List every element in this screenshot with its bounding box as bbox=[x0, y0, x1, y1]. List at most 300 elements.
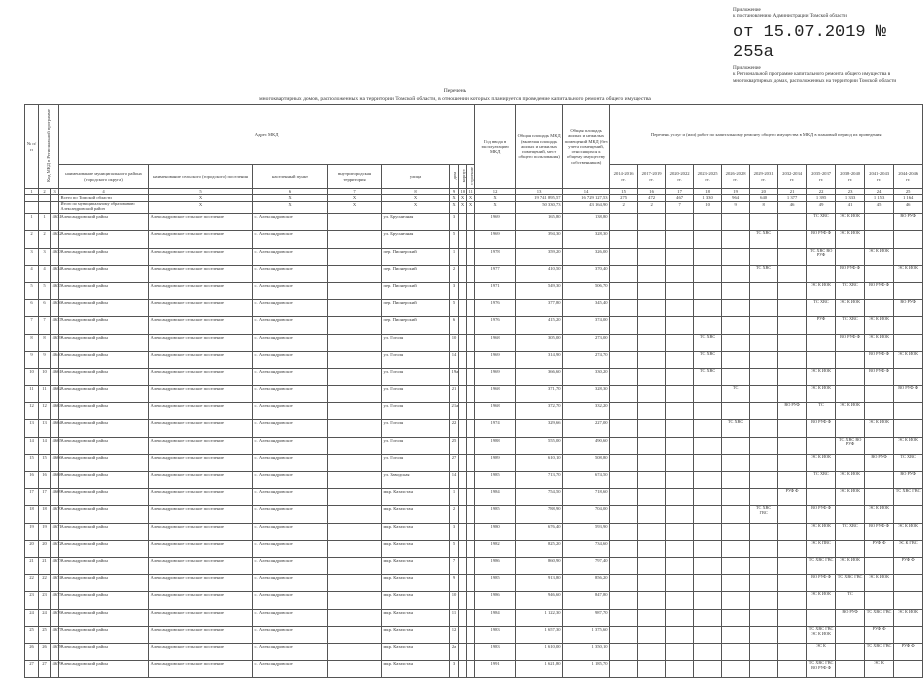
cell-district: Александровский район bbox=[59, 643, 149, 660]
cell-works bbox=[638, 540, 666, 557]
cell-works bbox=[610, 540, 638, 557]
row-index: 26 bbox=[39, 643, 51, 660]
header-period: 2029-2031 гг. bbox=[750, 165, 778, 189]
cell-house: 12 bbox=[450, 626, 459, 643]
cell-korpus bbox=[459, 609, 467, 626]
cell-works bbox=[778, 661, 807, 678]
cell-year: 1985 bbox=[475, 575, 516, 592]
cell-area-living: 674,50 bbox=[563, 472, 610, 489]
cell-locality: с. Александровское bbox=[253, 282, 328, 299]
cell-street: ул. Гоголя bbox=[382, 386, 450, 403]
cell-works bbox=[778, 454, 807, 471]
cell-works bbox=[722, 643, 750, 660]
cell-works bbox=[722, 403, 750, 420]
cell-area-living: 1 375,60 bbox=[563, 626, 610, 643]
cell-works bbox=[836, 351, 865, 368]
cell-area-total: 305,00 bbox=[516, 334, 563, 351]
table-row bbox=[25, 300, 923, 317]
table-row bbox=[25, 626, 923, 643]
cell-territory bbox=[328, 386, 382, 403]
row-code: 4665 bbox=[51, 437, 59, 454]
cell-works: ЭС К ИОК bbox=[807, 368, 836, 385]
cell-works: ЭС К ИОК bbox=[865, 334, 894, 351]
row-code: 4661 bbox=[51, 368, 59, 385]
cell-house: 9 bbox=[450, 575, 459, 592]
column-number: 2 bbox=[39, 189, 51, 195]
cell-locality: с. Александровское bbox=[253, 300, 328, 317]
cell-works bbox=[666, 248, 694, 265]
appendix-line: Приложение bbox=[733, 7, 761, 13]
table-row bbox=[25, 214, 923, 231]
cell-locality: с. Александровское bbox=[253, 437, 328, 454]
table-row bbox=[25, 420, 923, 437]
cell-area-total: 913,80 bbox=[516, 575, 563, 592]
cell-works bbox=[807, 334, 836, 351]
cell-works bbox=[778, 506, 807, 523]
cell-works: РУФ Ф bbox=[894, 557, 923, 574]
cell-works bbox=[666, 643, 694, 660]
cell-street: пер. Пионерский bbox=[382, 248, 450, 265]
cell-works bbox=[894, 592, 923, 609]
cell-house: 3 bbox=[450, 282, 459, 299]
cell-locality: с. Александровское bbox=[253, 231, 328, 248]
header-period: 2038-2040 гг. bbox=[836, 165, 865, 189]
cell-works bbox=[610, 661, 638, 678]
cell-area-total: 314,90 bbox=[516, 351, 563, 368]
cell-works bbox=[865, 437, 894, 454]
cell-works bbox=[610, 248, 638, 265]
cell-settlement: Александровское сельское поселение bbox=[149, 523, 253, 540]
header-period: 2026-2028 гг. bbox=[722, 165, 750, 189]
cell-works bbox=[836, 248, 865, 265]
cell-works: ТС ХВС ГВС bbox=[750, 506, 778, 523]
cell-works bbox=[694, 317, 722, 334]
cell-locality: с. Александровское bbox=[253, 351, 328, 368]
cell-works bbox=[778, 592, 807, 609]
cell-works bbox=[836, 420, 865, 437]
cell-works bbox=[722, 472, 750, 489]
table-row bbox=[25, 386, 923, 403]
cell-works bbox=[865, 231, 894, 248]
cell-house: 14 bbox=[450, 472, 459, 489]
cell-works: ТС bbox=[807, 403, 836, 420]
cell-works: ЭС К ГВС bbox=[894, 540, 923, 557]
row-number: 7 bbox=[25, 317, 39, 334]
cell-works bbox=[750, 523, 778, 540]
header-address: Адрес МКД bbox=[59, 105, 475, 165]
row-number: 14 bbox=[25, 437, 39, 454]
cell-works bbox=[694, 643, 722, 660]
cell-works bbox=[894, 626, 923, 643]
cell-works bbox=[750, 248, 778, 265]
column-number: 20 bbox=[750, 189, 778, 195]
cell-area-living: 138,80 bbox=[563, 214, 610, 231]
cell-stroenie bbox=[467, 282, 475, 299]
row-index: 20 bbox=[39, 540, 51, 557]
cell-works bbox=[638, 472, 666, 489]
cell-works bbox=[836, 386, 865, 403]
cell-area-total: 1 657,30 bbox=[516, 626, 563, 643]
cell-works bbox=[638, 661, 666, 678]
cell-year: 1986 bbox=[475, 592, 516, 609]
cell-works: ТС ХВС ГВС ЭС К ИОК bbox=[807, 626, 836, 643]
cell-works: ТС ХВС bbox=[807, 472, 836, 489]
cell-works bbox=[666, 282, 694, 299]
cell-works bbox=[894, 231, 923, 248]
cell-year: 1968 bbox=[475, 334, 516, 351]
cell-works bbox=[750, 300, 778, 317]
row-number: 25 bbox=[25, 626, 39, 643]
cell-works bbox=[610, 282, 638, 299]
total-region-period-count: 640 bbox=[750, 195, 778, 202]
cell-works bbox=[666, 265, 694, 282]
cell-works bbox=[750, 661, 778, 678]
cell-settlement: Александровское сельское поселение bbox=[149, 248, 253, 265]
cell-korpus bbox=[459, 506, 467, 523]
cell-locality: с. Александровское bbox=[253, 317, 328, 334]
row-number: 19 bbox=[25, 523, 39, 540]
cell-works bbox=[666, 368, 694, 385]
cell-house: 10 bbox=[450, 334, 459, 351]
cell-works bbox=[778, 557, 807, 574]
cell-year: 1983 bbox=[475, 626, 516, 643]
cell-area-total: 410,50 bbox=[516, 265, 563, 282]
row-code: 4672 bbox=[51, 540, 59, 557]
cell-territory bbox=[328, 454, 382, 471]
cell-works: ЭС К ИОК bbox=[807, 592, 836, 609]
cell-works: ВО РУФ bbox=[894, 472, 923, 489]
column-number: 9 bbox=[450, 189, 459, 195]
row-index: 9 bbox=[39, 351, 51, 368]
row-index: 12 bbox=[39, 403, 51, 420]
cell-korpus bbox=[459, 626, 467, 643]
cell-settlement: Александровское сельское поселение bbox=[149, 661, 253, 678]
cell-works bbox=[610, 265, 638, 282]
total-region-period-count: 1 377 bbox=[778, 195, 807, 202]
row-number: 9 bbox=[25, 351, 39, 368]
cell-house: 21 bbox=[450, 386, 459, 403]
cell-works bbox=[610, 386, 638, 403]
cell-works bbox=[750, 592, 778, 609]
total-district-period-count: 7 bbox=[666, 202, 694, 214]
column-number: 14 bbox=[563, 189, 610, 195]
cell-works: ЭС К ИОК bbox=[836, 300, 865, 317]
cell-street: пер. Пионерский bbox=[382, 300, 450, 317]
cell-works: ТС bbox=[722, 386, 750, 403]
cell-works bbox=[865, 557, 894, 574]
cell-works: ВО РУФ Ф bbox=[807, 575, 836, 592]
cell-works bbox=[638, 454, 666, 471]
cell-works bbox=[778, 609, 807, 626]
cell-works: ЭС К ИОК bbox=[836, 489, 865, 506]
header-period: 2041-2043 гг. bbox=[865, 165, 894, 189]
cell-stroenie bbox=[467, 506, 475, 523]
row-code: 4674 bbox=[51, 575, 59, 592]
header-period: 2032-2034 гг. bbox=[778, 165, 807, 189]
column-number: 18 bbox=[694, 189, 722, 195]
cell-works: РУФ Ф bbox=[894, 643, 923, 660]
total-region-period-count: 1 395 bbox=[807, 195, 836, 202]
table-row bbox=[25, 557, 923, 574]
cell-works bbox=[638, 523, 666, 540]
header-period: 2014-2016 гг. bbox=[610, 165, 638, 189]
table-row bbox=[25, 265, 923, 282]
cell-works: ТС ХВС bbox=[722, 420, 750, 437]
cell-district: Александровский район bbox=[59, 231, 149, 248]
cell-area-total: 165,80 bbox=[516, 214, 563, 231]
cell-works bbox=[666, 214, 694, 231]
cell-settlement: Александровское сельское поселение bbox=[149, 437, 253, 454]
cell-korpus bbox=[459, 557, 467, 574]
cell-area-living: 593,90 bbox=[563, 523, 610, 540]
cell-works bbox=[694, 300, 722, 317]
cell-works bbox=[778, 317, 807, 334]
cell-works bbox=[694, 231, 722, 248]
cell-works: ВО РУФ Ф bbox=[865, 351, 894, 368]
cell-korpus bbox=[459, 231, 467, 248]
cell-works: ТС ХВС bbox=[807, 214, 836, 231]
cell-street: мкр. Казахстан bbox=[382, 643, 450, 660]
cell-locality: с. Александровское bbox=[253, 609, 328, 626]
row-number: 4 bbox=[25, 265, 39, 282]
column-number: 4 bbox=[59, 189, 149, 195]
cell-area-total: 713,70 bbox=[516, 472, 563, 489]
cell-works bbox=[750, 386, 778, 403]
column-number: 25 bbox=[894, 189, 923, 195]
cell-street: ул. Гоголя bbox=[382, 351, 450, 368]
cell-area-living: 1 350,10 bbox=[563, 643, 610, 660]
cell-territory bbox=[328, 489, 382, 506]
cell-street: ул. Гоголя bbox=[382, 437, 450, 454]
cell-year: 1985 bbox=[475, 506, 516, 523]
cell-works bbox=[694, 523, 722, 540]
cell-works bbox=[894, 248, 923, 265]
cell-works: РУФ Ф bbox=[778, 489, 807, 506]
total-district-period-count: 10 bbox=[694, 202, 722, 214]
cell-locality: с. Александровское bbox=[253, 643, 328, 660]
cell-stroenie bbox=[467, 643, 475, 660]
cell-locality: с. Александровское bbox=[253, 420, 328, 437]
cell-district: Александровский район bbox=[59, 540, 149, 557]
cell-works bbox=[610, 351, 638, 368]
cell-locality: с. Александровское bbox=[253, 540, 328, 557]
cell-stroenie bbox=[467, 609, 475, 626]
cell-works: ЭС К ИОК bbox=[894, 523, 923, 540]
header-street: улица bbox=[382, 165, 450, 189]
cell-year: 1969 bbox=[475, 351, 516, 368]
cell-works bbox=[610, 626, 638, 643]
cell-year: 1974 bbox=[475, 420, 516, 437]
row-code: 4675 bbox=[51, 592, 59, 609]
cell-works bbox=[610, 454, 638, 471]
total-region-period-count: 472 bbox=[638, 195, 666, 202]
cell-korpus bbox=[459, 403, 467, 420]
cell-area-living: 227,00 bbox=[563, 420, 610, 437]
cell-works bbox=[694, 557, 722, 574]
cell-street: ул. Брусничная bbox=[382, 231, 450, 248]
total-region-period-count: 275 bbox=[610, 195, 638, 202]
cell-korpus bbox=[459, 317, 467, 334]
row-index: 4 bbox=[39, 265, 51, 282]
row-code: 4633 bbox=[51, 248, 59, 265]
cell-korpus bbox=[459, 214, 467, 231]
cell-area-total: 946,60 bbox=[516, 592, 563, 609]
row-index: 14 bbox=[39, 437, 51, 454]
cell-year: 1984 bbox=[475, 489, 516, 506]
cell-territory bbox=[328, 265, 382, 282]
document-title: Перечень bbox=[443, 88, 467, 94]
column-number: 1 bbox=[25, 189, 39, 195]
column-number: 21 bbox=[778, 189, 807, 195]
cell-works bbox=[638, 351, 666, 368]
cell-stroenie bbox=[467, 265, 475, 282]
header-period: 2035-2037 гг. bbox=[807, 165, 836, 189]
cell-works: ВО РУФ Ф bbox=[807, 420, 836, 437]
row-code: 4668 bbox=[51, 472, 59, 489]
cell-works: ТС ХВС bbox=[836, 317, 865, 334]
cell-territory bbox=[328, 437, 382, 454]
cell-works bbox=[694, 454, 722, 471]
cell-works bbox=[750, 420, 778, 437]
table-row bbox=[25, 540, 923, 557]
row-code: 4639 bbox=[51, 334, 59, 351]
cell-locality: с. Александровское bbox=[253, 472, 328, 489]
cell-territory bbox=[328, 523, 382, 540]
cell-works bbox=[610, 489, 638, 506]
cell-works bbox=[666, 386, 694, 403]
cell-house: 1 bbox=[450, 248, 459, 265]
cell-works: ЭС К ИОК bbox=[865, 317, 894, 334]
cell-works bbox=[750, 575, 778, 592]
header-code: Код МКД в Региональной программе bbox=[39, 105, 59, 189]
cell-stroenie bbox=[467, 540, 475, 557]
document-subtitle: многоквартирных домов, расположенных на территории Томской области, в отношении которых планируется проведение капитального ремонта общего имущества bbox=[259, 96, 651, 102]
cell-year: 1983 bbox=[475, 643, 516, 660]
cell-works bbox=[778, 265, 807, 282]
cell-area-living: 332,20 bbox=[563, 403, 610, 420]
cell-works: ТС ХВС bbox=[694, 334, 722, 351]
cell-territory bbox=[328, 609, 382, 626]
cell-works bbox=[694, 420, 722, 437]
cell-district: Александровский район bbox=[59, 592, 149, 609]
cell-works bbox=[610, 592, 638, 609]
header-stroenie: строение bbox=[467, 165, 475, 189]
cell-works: ЭС К ИОК bbox=[865, 506, 894, 523]
cell-locality: с. Александровское bbox=[253, 248, 328, 265]
cell-stroenie bbox=[467, 248, 475, 265]
cell-house: 7 bbox=[450, 557, 459, 574]
cell-works bbox=[666, 334, 694, 351]
cell-settlement: Александровское сельское поселение bbox=[149, 265, 253, 282]
cell-works bbox=[750, 454, 778, 471]
header-korpus: корпус bbox=[459, 165, 467, 189]
header-area-total: Общая площадь МКД (включая площадь жилых и нежилых помещений, мест общего пользования) bbox=[516, 105, 563, 189]
header-settlement: наименование сельского (городского) поселения bbox=[149, 165, 253, 189]
cell-korpus bbox=[459, 368, 467, 385]
cell-territory bbox=[328, 557, 382, 574]
row-index: 22 bbox=[39, 575, 51, 592]
cell-works bbox=[638, 557, 666, 574]
row-index: 16 bbox=[39, 472, 51, 489]
cell-works bbox=[750, 626, 778, 643]
appendix-line: к Региональной программе капитального ремонта общего имущества в многоквартирных домах, расположенных на территории Томской области bbox=[733, 71, 897, 84]
cell-street: пер. Пионерский bbox=[382, 265, 450, 282]
cell-settlement: Александровское сельское поселение bbox=[149, 472, 253, 489]
cell-settlement: Александровское сельское поселение bbox=[149, 575, 253, 592]
cell-works bbox=[722, 231, 750, 248]
cell-works bbox=[666, 506, 694, 523]
cell-settlement: Александровское сельское поселение bbox=[149, 282, 253, 299]
cell-stroenie bbox=[467, 661, 475, 678]
cell-works bbox=[694, 609, 722, 626]
header-period: 2020-2022 гг. bbox=[666, 165, 694, 189]
row-index: 15 bbox=[39, 454, 51, 471]
cell-works bbox=[610, 437, 638, 454]
cell-works bbox=[666, 592, 694, 609]
cell-korpus bbox=[459, 248, 467, 265]
cell-area-living: 370,40 bbox=[563, 265, 610, 282]
row-code: 4677 bbox=[51, 626, 59, 643]
row-index: 13 bbox=[39, 420, 51, 437]
column-number: 23 bbox=[836, 189, 865, 195]
row-number: 18 bbox=[25, 506, 39, 523]
cell-area-living: 345,40 bbox=[563, 300, 610, 317]
total-region-label: Всего по Томской области bbox=[59, 195, 149, 202]
cell-area-living: 797,40 bbox=[563, 557, 610, 574]
total-district-period-count: 45 bbox=[865, 202, 894, 214]
header-period: 2044-2046 гг. bbox=[894, 165, 923, 189]
cell-works bbox=[894, 420, 923, 437]
cell-area-living: 330,20 bbox=[563, 368, 610, 385]
appendix-header bbox=[733, 7, 901, 84]
cell-stroenie bbox=[467, 454, 475, 471]
cell-stroenie bbox=[467, 403, 475, 420]
row-code: 4671 bbox=[51, 523, 59, 540]
column-number: 11 bbox=[468, 189, 473, 194]
cell-street: мкр. Казахстан bbox=[382, 575, 450, 592]
cell-stroenie bbox=[467, 437, 475, 454]
cell-korpus bbox=[459, 575, 467, 592]
cell-korpus bbox=[459, 592, 467, 609]
cell-works: ЭС К ИОК bbox=[836, 231, 865, 248]
cell-area-total: 371,70 bbox=[516, 386, 563, 403]
cell-works bbox=[722, 523, 750, 540]
cell-works bbox=[750, 214, 778, 231]
cell-works bbox=[750, 489, 778, 506]
total-district-period-count: 2 bbox=[610, 202, 638, 214]
cell-street: мкр. Казахстан bbox=[382, 540, 450, 557]
cell-territory bbox=[328, 214, 382, 231]
cell-house: 22 bbox=[450, 420, 459, 437]
cell-works bbox=[722, 214, 750, 231]
cell-works: ЭС К ИОК bbox=[865, 420, 894, 437]
header-num: № п/п bbox=[25, 105, 39, 189]
cell-house: 3 bbox=[450, 523, 459, 540]
cell-street: мкр. Казахстан bbox=[382, 523, 450, 540]
cell-works bbox=[750, 403, 778, 420]
row-number: 27 bbox=[25, 661, 39, 678]
total-district-period-count: 46 bbox=[894, 202, 923, 214]
cell-works: ВО РУФ Ф bbox=[836, 334, 865, 351]
cell-district: Александровский район bbox=[59, 437, 149, 454]
cell-locality: с. Александровское bbox=[253, 661, 328, 678]
cell-year: 1969 bbox=[475, 231, 516, 248]
row-code: 4679 bbox=[51, 661, 59, 678]
cell-works bbox=[694, 403, 722, 420]
cell-works bbox=[694, 592, 722, 609]
cell-works bbox=[694, 282, 722, 299]
cell-territory bbox=[328, 248, 382, 265]
